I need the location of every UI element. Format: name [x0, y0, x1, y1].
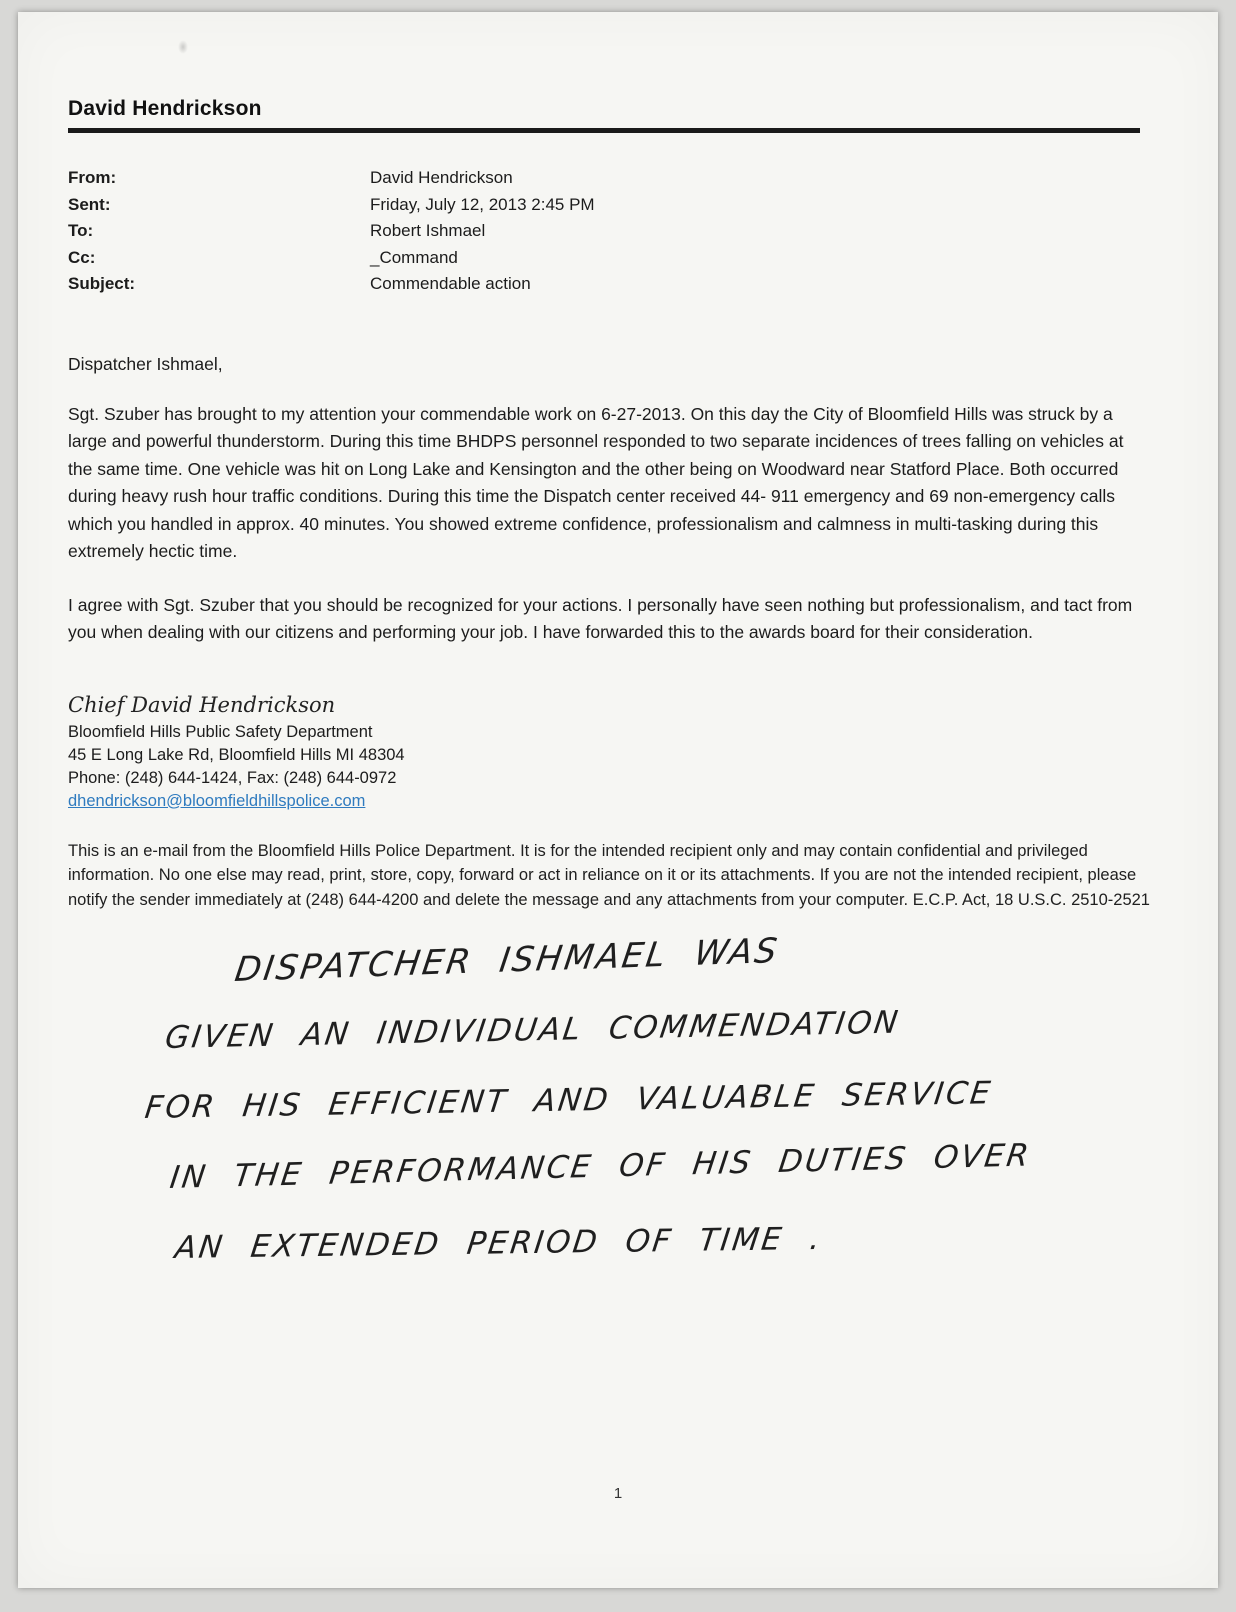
signature-address: 45 E Long Lake Rd, Bloomfield Hills MI 48304	[68, 745, 405, 764]
handwritten-note	[68, 930, 1160, 1300]
field-value-to: Robert Ishmael	[370, 221, 486, 240]
body-paragraph-2: I agree with Sgt. Szuber that you should be recognized for your actions. I personally have seen nothing but professionalism, and tact from you when dealing with our citizens and performing your job. I have forwarded this to the awards board for their consideration.	[68, 594, 1133, 642]
handwritten-line-5: AN EXTENDED PERIOD OF TIME .	[172, 1220, 825, 1267]
scanned-email-page	[18, 12, 1218, 1588]
body-paragraph-1: Sgt. Szuber has brought to my attention your commendable work on 6-27-2013. On this day the City of Bloomfield Hills was struck by a large and powerful thunderstorm. During this time BHDPS personnel responded to two separate incidences of trees falling on vehicles at the same time. One vehicle was hit on Long Lake and Kensington and the other being on Woodward near Statford Place. Both occurred during heavy rush hour traffic conditions. During this time the Dispatch center received 44- 911 emergency and 69 non-emergency calls which you handled in approx. 40 minutes. You showed extreme confidence, professionalism and calmness in multi-tasking during this extremely hectic time.	[68, 403, 1124, 561]
field-row-cc	[68, 245, 1160, 272]
signature-block	[68, 693, 1160, 813]
field-value-sent: Friday, July 12, 2013 2:45 PM	[370, 194, 595, 214]
title-divider	[68, 128, 1140, 133]
field-label-to: To:	[68, 221, 94, 240]
field-label-from: From:	[68, 168, 117, 187]
salutation: Dispatcher Ishmael,	[68, 353, 223, 374]
field-row-subject	[68, 271, 1160, 298]
signature-name: Chief David Hendrickson	[68, 692, 336, 717]
email-header-fields	[68, 165, 1160, 298]
handwritten-line-4: IN THE PERFORMANCE OF HIS DUTIES OVER	[167, 1137, 1034, 1197]
handwritten-line-1: DISPATCHER ISHMAEL WAS	[232, 930, 782, 991]
signature-department: Bloomfield Hills Public Safety Department	[68, 722, 373, 741]
handwritten-line-3: FOR HIS EFFICIENT AND VALUABLE SERVICE	[142, 1075, 995, 1127]
field-row-to	[68, 218, 1160, 245]
signature-phone-fax: Phone: (248) 644-1424, Fax: (248) 644-0972	[68, 768, 397, 787]
field-value-cc: _Command	[370, 247, 458, 267]
page-number: 1	[613, 1485, 623, 1502]
confidentiality-disclaimer: This is an e-mail from the Bloomfield Hills Police Department. It is for the intended recipient only and may contain confidential and privileged information. No one else may read, print, store, copy, forward or act in reliance on it or its attachments. If you are not the intended recipient, please notify the sender immediately at (248) 644-4200 and delete the message and any attachments from your computer. E.C.P. Act, 18 U.S.C. 2510-2521	[68, 841, 1150, 909]
field-label-sent: Sent:	[68, 194, 111, 214]
field-label-subject: Subject:	[68, 274, 136, 293]
field-row-sent	[68, 192, 1160, 219]
field-row-from	[68, 165, 1160, 192]
signature-email-link[interactable]: dhendrickson@bloomfieldhillspolice.com	[68, 791, 366, 810]
page-title: David Hendrickson	[68, 97, 262, 120]
email-content	[18, 12, 1218, 1300]
handwritten-line-2: GIVEN AN INDIVIDUAL COMMENDATION	[162, 1004, 903, 1057]
field-value-subject: Commendable action	[370, 274, 531, 293]
field-label-cc: Cc:	[68, 247, 96, 267]
field-value-from: David Hendrickson	[370, 168, 513, 187]
